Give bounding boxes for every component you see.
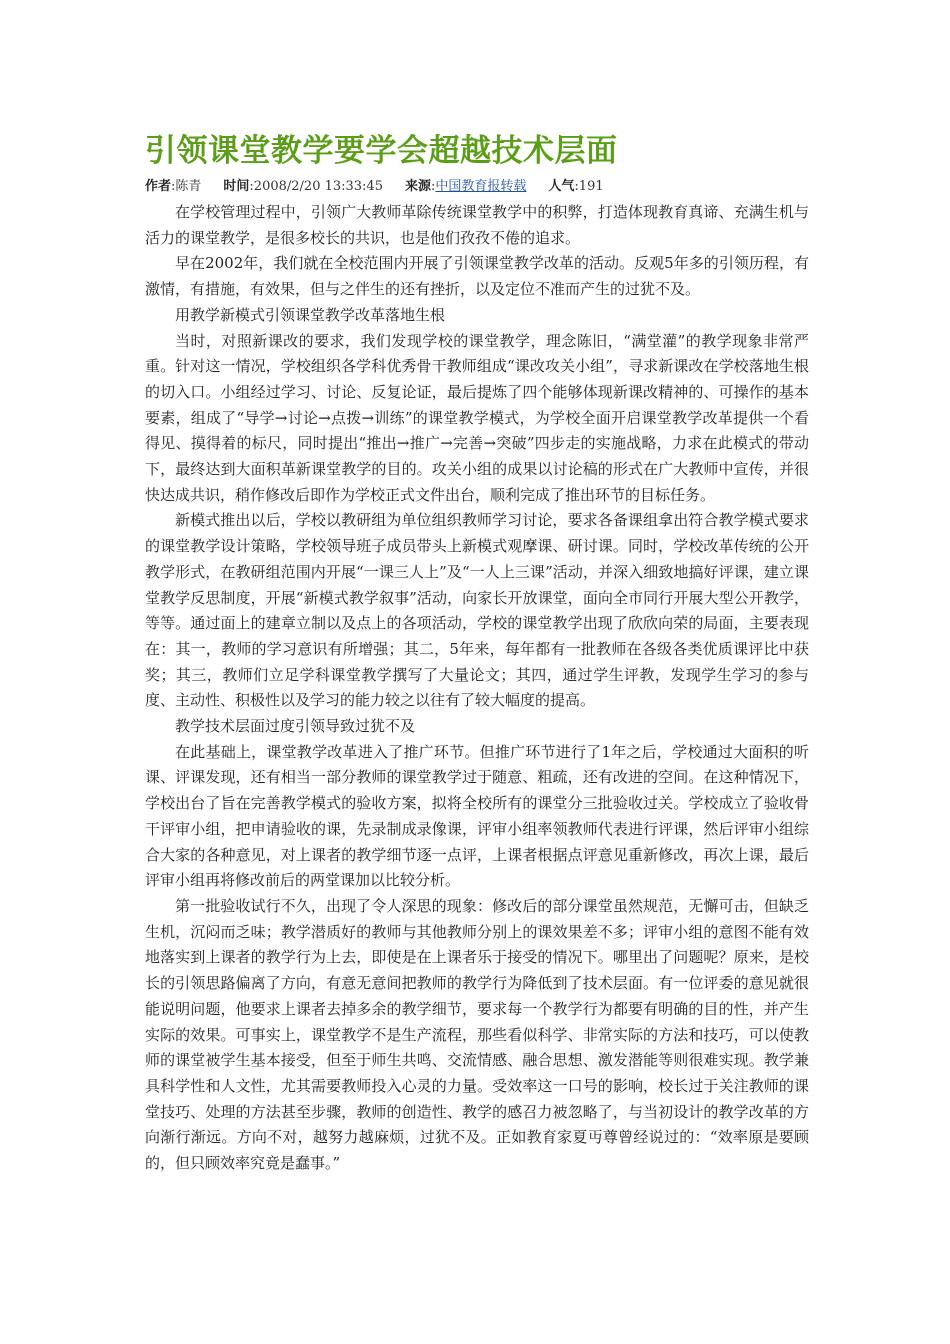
paragraph: 当时，对照新课改的要求，我们发现学校的课堂教学，理念陈旧，“满堂灌”的教学现象非常严重。针对这一情况，学校组织各学科优秀骨干教师组成“课改攻关小组”，寻求新课改在学校落地生根的切入口。小组经过学习、讨论、反复论证，最后提炼了四个能够体现新课改精神的、可操作的基本要素，组成了“导学→讨论→点拨→训练”的课堂教学模式，为学校全面开启课堂教学改革提供一个看得见、摸得着的标尺，同时提出“推出→推广→完善→突破”四步走的实施战略，力求在此模式的带动下，最终达到大面积革新课堂教学的目的。攻关小组的成果以讨论稿的形式在广大教师中宣传，并很快达成共识，稍作修改后即作为学校正式文件出台，顺利完成了推出环节的目标任务。 xyxy=(145,331,809,504)
author-label: 作者 xyxy=(145,179,172,194)
source-separator: : xyxy=(431,179,436,194)
time-value: :2008/2/20 13:33:45 xyxy=(249,179,383,194)
views-value: :191 xyxy=(574,179,604,194)
views-label: 人气 xyxy=(548,179,575,194)
time-label: 时间 xyxy=(223,179,250,194)
paragraph: 早在2002年，我们就在全校范围内开展了引领课堂教学改革的活动。反观5年多的引领历程，有激情，有措施，有效果，但与之伴生的还有挫折，以及定位不准而产生的过犹不及。 xyxy=(145,254,809,299)
article-meta xyxy=(145,176,809,198)
article-title: 引领课堂教学要学会超越技术层面 xyxy=(145,133,618,169)
section-heading: 用教学新模式引领课堂教学改革落地生根 xyxy=(175,305,446,324)
source-link[interactable]: 中国教育报转载 xyxy=(435,179,527,194)
paragraph: 在学校管理过程中，引领广大教师革除传统课堂教学中的积弊，打造体现教育真谛、充满生机与活力的课堂教学，是很多校长的共识，也是他们孜孜不倦的追求。 xyxy=(145,203,809,247)
section-heading: 教学技术层面过度引领导致过犹不及 xyxy=(175,717,416,736)
author-value: :陈青 xyxy=(171,179,202,194)
source-label: 来源 xyxy=(404,179,431,194)
paragraph: 在此基础上，课堂教学改革进入了推广环节。但推广环节进行了1年之后，学校通过大面积的听课、评课发现，还有相当一部分教师的课堂教学过于随意、粗疏，还有改进的空间。在这种情况下，学校出台了旨在完善教学模式的验收方案，拟将全校所有的课堂分三批验收过关。学校成立了验收骨干评审小组，把申请验收的课，先录制成录像课，评审小组率领教师代表进行评课，然后评审小组综合大家的各种意见，对上课者的教学细节逐一点评，上课者根据点评意见重新修改，再次上课，最后评审小组再将修改前后的两堂课加以比较分析。 xyxy=(145,742,809,890)
article-body xyxy=(145,200,809,1177)
article xyxy=(145,128,809,1177)
paragraph: 第一批验收试行不久，出现了令人深思的现象：修改后的部分课堂虽然规范，无懈可击，但缺乏生机，沉闷而乏味；教学潜质好的教师与其他教师分别上的课效果差不多；评审小组的意图不能有效地落实到上课者的教学行为上去，即使是在上课者乐于接受的情况下。哪里出了问题呢？原来，是校长的引领思路偏离了方向，有意无意间把教师的教学行为降低到了技术层面。有一位评委的意见就很能说明问题，他要求上课者去掉多余的教学细节，要求每一个教学行为都要有明确的目的性，并产生实际的效果。可事实上，课堂教学不是生产流程，那些看似科学、非常实际的方法和技巧，可以使教师的课堂被学生基本接受，但至于师生共鸣、交流情感、融合思想、激发潜能等则很难实现。教学兼具科学性和人文性，尤其需要教师投入心灵的力量。受效率这一口号的影响，校长过于关注教师的课堂技巧、处理的方法甚至步骤，教师的创造性、教学的感召力被忽略了，与当初设计的教学改革的方向渐行渐远。方向不对，越努力越麻烦，过犹不及。正如教育家夏丏尊曾经说过的：“效率原是要顾的，但只顾效率究竟是蠢事。” xyxy=(145,896,809,1173)
paragraph: 新模式推出以后，学校以教研组为单位组织教师学习讨论，要求各备课组拿出符合教学模式要求的课堂教学设计策略，学校领导班子成员带头上新模式观摩课、研讨课。同时，学校改革传统的公开教学形式，在教研组范围内开展“一课三人上”及“一人上三课”活动，并深入细致地搞好评课，建立课堂教学反思制度，开展“新模式教学叙事”活动，向家长开放课堂，面向全市同行开展大型公开教学，等等。通过面上的建章立制以及点上的各项活动，学校的课堂教学出现了欣欣向荣的局面，主要表现在：其一，教师的学习意识有所增强；其二，5年来，每年都有一批教师在各级各类优质课评比中获奖；其三，教师们立足学科课堂教学撰写了大量论文；其四，通过学生评教，发现学生学习的参与度、主动性、积极性以及学习的能力较之以往有了较大幅度的提高。 xyxy=(145,511,809,710)
